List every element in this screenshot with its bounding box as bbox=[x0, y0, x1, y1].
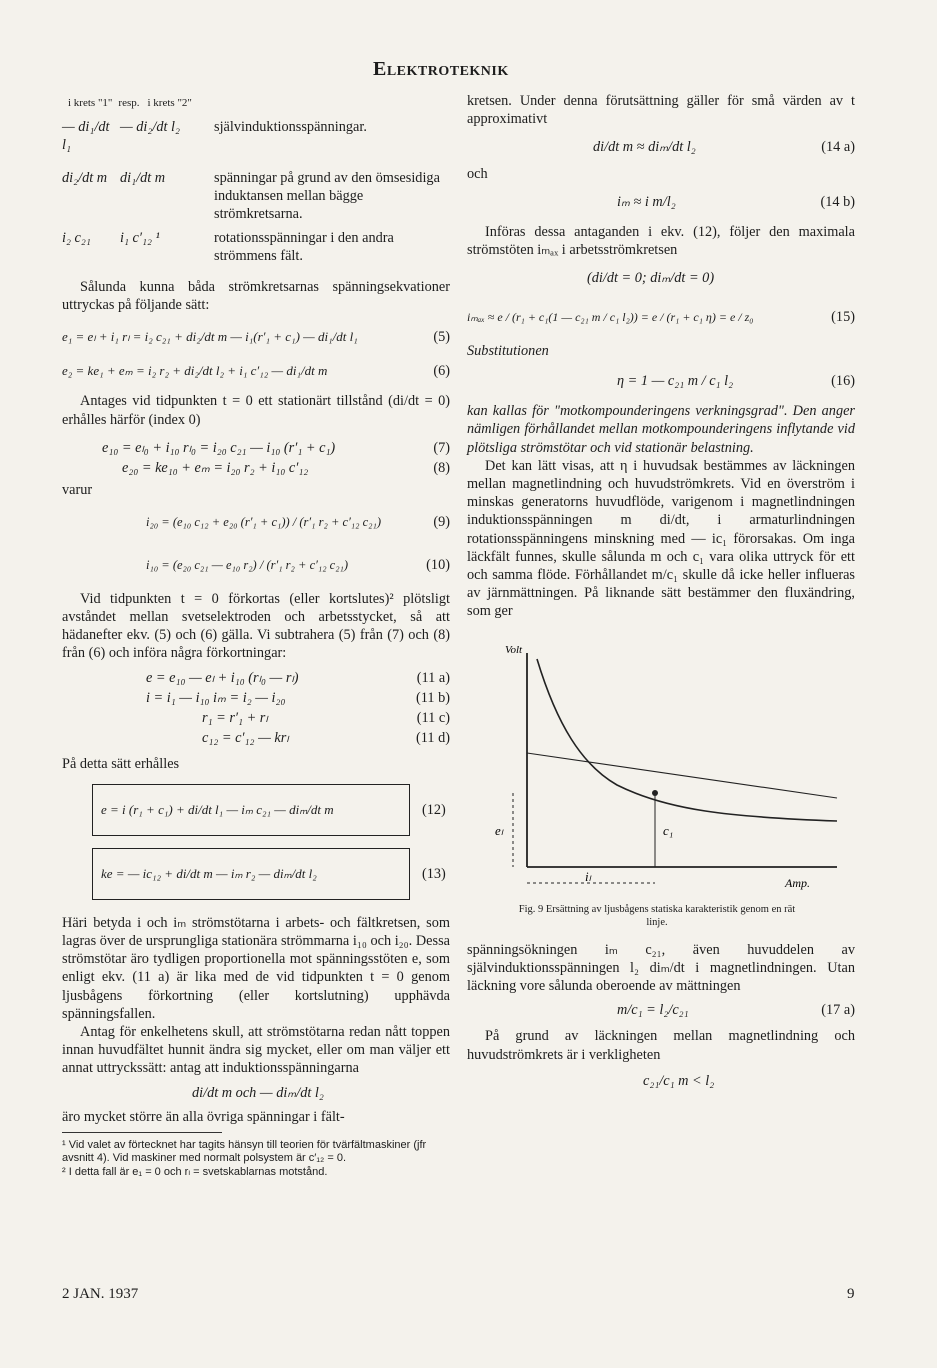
equation-number: (8) bbox=[433, 460, 450, 477]
equation-5 bbox=[62, 328, 450, 346]
equation-number: (11 d) bbox=[415, 730, 450, 747]
equation-number: (13) bbox=[422, 865, 446, 882]
equation-16 bbox=[467, 372, 855, 390]
och-label: och bbox=[467, 165, 488, 182]
equation-number: (15) bbox=[831, 308, 855, 325]
e-label: eₗ bbox=[495, 822, 503, 838]
equation-number: (14 b) bbox=[820, 193, 855, 210]
boxed-equation-12 bbox=[62, 784, 450, 836]
characteristic-curve bbox=[537, 659, 837, 821]
paragraph: Vid tidpunkten t = 0 förkortas (eller kortslutes)² plötsligt avståndet mellan svetselektroden och arbetsstycket, så att hädanefter ekv. (5) och (6) gälla. Vi subtrahera (5) från (7) och (8) från (6) och införa några förkortningar: bbox=[62, 590, 450, 662]
equation-last: c₂₁/c₁ m < l₂ bbox=[643, 1072, 715, 1089]
condition: (di/dt = 0; diₘ/dt = 0) bbox=[587, 270, 715, 287]
paragraph: Antag för enkelhetens skull, att strömstötarna redan nått toppen innan huvudfältet hunnit ändra sig mycket, eller om man väljer ett annat uttryckssätt: antag att induktionsspänningarna bbox=[62, 1023, 450, 1077]
footnote-1: ¹ Vid valet av förtecknet har tagits hänsyn till teorien för tvärfältmaskiner (jfr avsnitt 4). Vid maskiner med normalt polsystem är c′₁₂ = 0. bbox=[62, 1138, 427, 1165]
equation-11d bbox=[62, 729, 450, 747]
equation-number: (16) bbox=[831, 373, 855, 390]
equation-text: η = 1 — c₂₁ m / c₁ l₂ bbox=[617, 373, 734, 390]
col1b-head: resp. bbox=[118, 97, 140, 109]
equation-text: e₁ = eₗ + i₁ rₗ = i₂ c₂₁ + di₂/dt m — i₁(r′₁ + c₁) — di₁/dt l₁ bbox=[62, 329, 358, 345]
equation-text: ke = — ic₁₂ + di/dt m — iₘ r₂ — diₘ/dt l₂ bbox=[101, 865, 317, 881]
tangent-line bbox=[527, 753, 837, 798]
paragraph: Antages vid tidpunkten t = 0 ett stationärt tillstånd (di/dt = 0) erhålles härför (index 0) bbox=[62, 393, 450, 428]
boxed-equation-13 bbox=[62, 848, 450, 900]
equation-text: c₁₂ = c′₁₂ — krₗ bbox=[202, 730, 289, 747]
equation-number: (9) bbox=[433, 514, 450, 531]
equation-15 bbox=[467, 308, 855, 326]
figure-caption: Fig. 9 Ersättning av ljusbågens statiska karakteristik genom en rät linje. bbox=[518, 903, 796, 928]
paragraph: kan kallas för "motkompounderingens verkningsgrad". Den anger nämligen förhållandet mellan motkompounderingens inflytande vid plötsliga strömstötar och vid stationär belastning. bbox=[467, 403, 855, 456]
paragraph: kretsen. Under denna förutsättning gäller för små värden av t approximativt bbox=[467, 93, 855, 128]
equation-number: (5) bbox=[433, 329, 450, 346]
table-row bbox=[62, 229, 450, 265]
table-row bbox=[62, 118, 450, 154]
equation-10 bbox=[62, 556, 450, 574]
footnote-divider bbox=[62, 1132, 222, 1133]
row-desc: självinduktionsspänningar. bbox=[214, 119, 367, 136]
equation-text: i = i₁ — i₁₀ iₘ = i₂ — i₂₀ bbox=[146, 689, 286, 706]
equation-text: i₂₀ = (e₁₀ c₁₂ + e₂₀ (r′₁ + c₁)) / (r′₁ r₂ + c′₁₂ c₂₁) bbox=[146, 515, 382, 530]
page-header: Elektroteknik bbox=[373, 58, 509, 80]
equation-text: r₁ = r′₁ + rₗ bbox=[202, 710, 268, 727]
paragraph: På detta sätt erhålles bbox=[62, 756, 180, 773]
equation-9 bbox=[62, 513, 450, 531]
equation-text: i₁₀ = (e₂₀ c₂₁ — e₁₀ r₂) / (r′₁ r₂ + c′₁₂ c₂₁) bbox=[146, 557, 349, 572]
equation-box bbox=[92, 848, 410, 900]
equation-number: (11 a) bbox=[416, 669, 450, 686]
equation-11a bbox=[62, 669, 450, 687]
equation-number: (7) bbox=[433, 439, 450, 456]
equation-17a bbox=[467, 1001, 855, 1019]
page-date: 2 JAN. 1937 bbox=[62, 1286, 139, 1302]
row-b: di₁/dt m bbox=[120, 169, 166, 186]
row-desc: spänningar på grund av den ömsesidiga induktansen mellan bägge strömkretsarna. bbox=[214, 169, 440, 223]
paragraph: På grund av läckningen mellan magnetlindning och huvudströmkrets är i verkligheten bbox=[467, 1028, 855, 1063]
equation-number: (11 c) bbox=[416, 710, 450, 727]
varur-label: varur bbox=[62, 482, 93, 499]
paragraph: Sålunda kunna båda strömkretsarnas spänningsekvationer uttryckas på följande sätt: bbox=[62, 278, 450, 313]
equation-7 bbox=[62, 439, 450, 457]
row-a: di₂/dt m bbox=[62, 169, 108, 186]
equation-text: e₂₀ = ke₁₀ + eₘ = i₂₀ r₂ + i₁₀ c′₁₂ bbox=[122, 460, 309, 477]
equation-text: iₘ ≈ i m/l₂ bbox=[617, 193, 676, 210]
equation-8 bbox=[62, 459, 450, 477]
paragraph: Häri betyda i och iₘ strömstötarna i arbets- och fältkretsen, som lagras över de ursprungliga stationära strömmarna i₁₀ och i₂₀. Dessa strömstötar äro tydligen proportionella mot spänningsstöten e, som enligt ekv. (11 a) är lika med de vid tidpunkten t = 0 genom ljusbågens förkortning (eller kortslutning) upphävda spänningsfallen. bbox=[62, 914, 450, 1022]
equation-number: (17 a) bbox=[821, 1002, 855, 1019]
x-axis-label: Amp. bbox=[785, 875, 810, 890]
col1-head: i krets "1" bbox=[68, 97, 113, 109]
row-b: — di₂/dt l₂ bbox=[120, 119, 180, 136]
equation-6 bbox=[62, 362, 450, 380]
table-row bbox=[62, 169, 450, 224]
equation-och: di/dt m och — diₘ/dt l₂ bbox=[192, 1084, 324, 1101]
right-column bbox=[467, 92, 855, 1090]
col2-head: i krets "2" bbox=[147, 97, 192, 109]
left-column bbox=[62, 94, 450, 1179]
paragraph: Det kan lätt visas, att η i huvudsak bestämmes av läckningen mellan magnetlindning och huvudströmkrets. Vid en överström i minskas generatorns huvudflöde, varigenom i magnetlindningen induktionsspänningen m di/dt, i armaturlindningen rotationsspänningens minskning med — ic₁ förorsakas. Om inga läckfält funnes, skulle sålunda m och c₁ vara olika uttryck för ett och samma flöde. Förhållandet m/c₁ skulle då icke heller influeras av järnmättningen. På liknande sätt bestämmer den fluxändring, som ger bbox=[467, 457, 855, 620]
equation-number: (6) bbox=[433, 363, 450, 380]
equation-number: (11 b) bbox=[415, 689, 450, 706]
equation-text: e = e₁₀ — eₗ + i₁₀ (rₗ₀ — rₗ) bbox=[146, 669, 299, 686]
page-number: 9 bbox=[847, 1286, 855, 1302]
row-desc: rotationsspänningar i den andra strömmens fält. bbox=[214, 230, 394, 265]
y-axis-label: Volt bbox=[505, 643, 523, 656]
equation-box bbox=[92, 784, 410, 836]
equation-number: (10) bbox=[426, 556, 450, 573]
row-a: — di₁/dt l₁ bbox=[62, 119, 110, 154]
equation-number: (14 a) bbox=[821, 139, 855, 156]
paragraph: spänningsökningen iₘ c₂₁, även huvuddelen av självinduktionsspänningen l₂ diₘ/dt i magnetlindningen. Utan läckning vore sålunda oberoende av mättningen bbox=[467, 941, 855, 995]
equation-text: iₘₐₓ ≈ e / (r₁ + c₁(1 — c₂₁ m / c₁ l₂)) = e / (r₁ + c₁ η) = e / z₀ bbox=[467, 309, 754, 324]
figure-9-plot bbox=[467, 635, 847, 895]
row-b: i₁ c′₁₂ ¹ bbox=[120, 230, 160, 247]
equation-number: (12) bbox=[422, 801, 446, 818]
figure-9 bbox=[467, 635, 855, 935]
paragraph: Införas dessa antaganden i ekv. (12), följer den maximala strömstöten iₘₐₓ i arbetsströmkretsen bbox=[467, 224, 855, 259]
substitution-label: Substitutionen bbox=[467, 342, 549, 359]
equation-14b bbox=[467, 193, 855, 211]
paragraph: äro mycket större än alla övriga spänningar i fält- bbox=[62, 1108, 345, 1125]
row-a: i₂ c₂₁ bbox=[62, 230, 91, 247]
equation-11c bbox=[62, 709, 450, 727]
c-label: c₁ bbox=[663, 822, 674, 838]
equation-text: m/c₁ = l₂/c₂₁ bbox=[617, 1002, 689, 1019]
i-label: iₗ bbox=[585, 868, 591, 884]
equation-text: e = i (r₁ + c₁) + di/dt l₁ — iₘ c₂₁ — diₘ/dt m bbox=[101, 801, 334, 817]
equation-14a bbox=[467, 138, 855, 156]
table-head bbox=[68, 94, 450, 112]
footnote-2: ² I detta fall är e₁ = 0 och rₗ = svetskablarnas motstånd. bbox=[62, 1165, 328, 1178]
equation-11b bbox=[62, 689, 450, 707]
equation-text: di/dt m ≈ diₘ/dt l₂ bbox=[593, 139, 696, 156]
equation-text: e₂ = ke₁ + eₘ = i₂ r₂ + di₂/dt l₂ + i₁ c′₁₂ — di₁/dt m bbox=[62, 363, 328, 379]
equation-text: e₁₀ = eₗ₀ + i₁₀ rₗ₀ = i₂₀ c₂₁ — i₁₀ (r′₁ + c₁) bbox=[102, 439, 336, 456]
